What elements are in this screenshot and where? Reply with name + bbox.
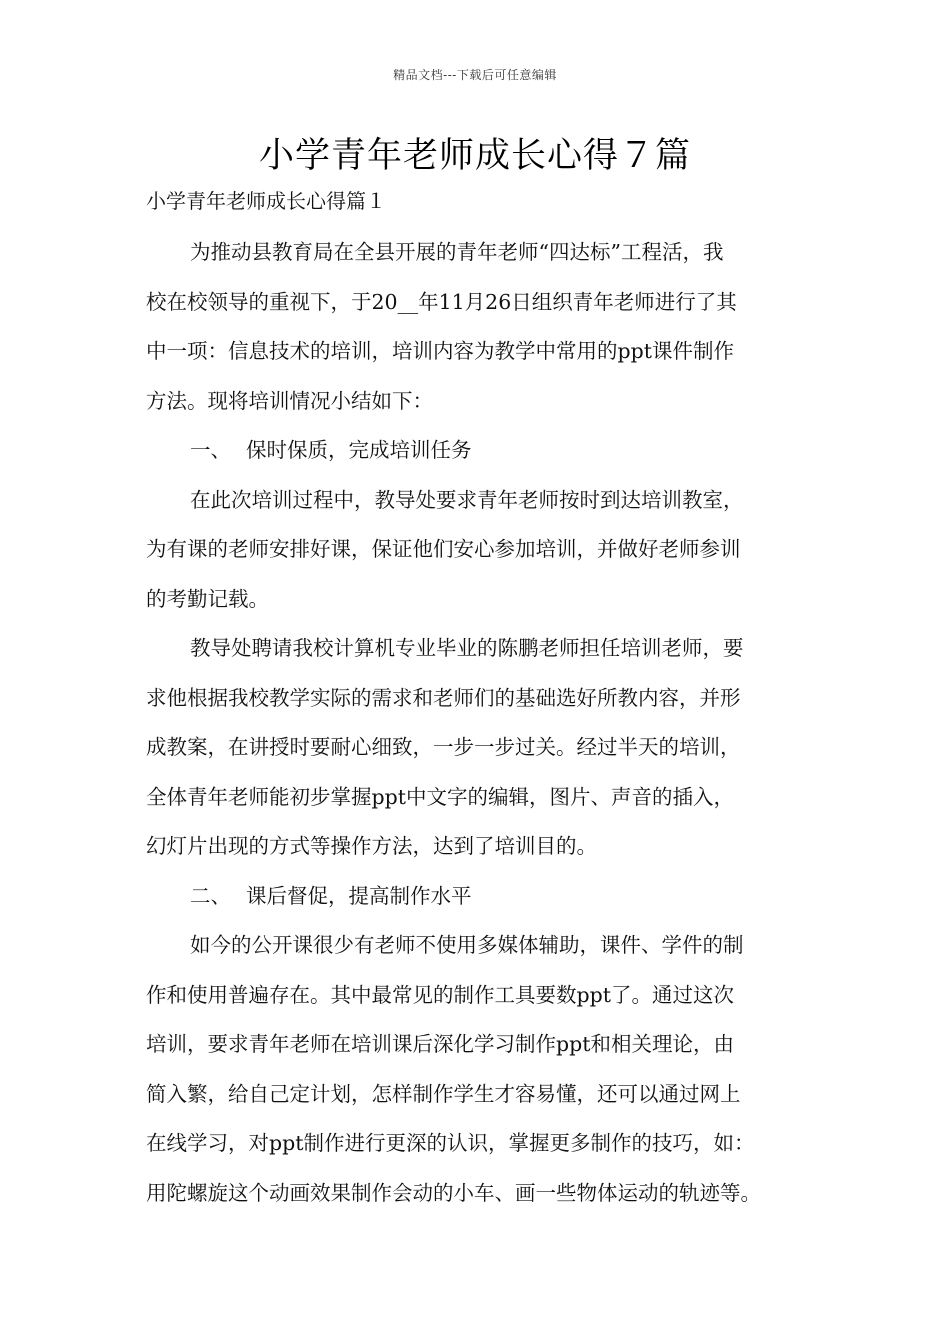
paragraph-line: 求他根据我校教学实际的需求和老师们的基础选好所教内容，并形 (146, 685, 741, 710)
section-heading-number: 二、 (190, 883, 231, 908)
paragraph-line: 教导处聘请我校计算机专业毕业的陈鹏老师担任培训老师，要 (190, 636, 744, 660)
paragraph-line: 在线学习，对ppt制作进行更深的认识，掌握更多制作的技巧，如： (146, 1131, 755, 1155)
paragraph-line: 幻灯片出现的方式等操作方法，达到了培训目的。 (146, 834, 597, 858)
paragraph-line: 的考勤记载。 (146, 586, 269, 611)
paragraph-line: 全体青年老师能初步掌握ppt中文字的编辑，图片、声音的插入， (146, 784, 734, 809)
section-heading-number: 一、 (190, 438, 231, 462)
body-text (146, 228, 829, 1218)
paragraph-line: 简入繁，给自己定计划，怎样制作学生才容易懂，还可以通过网上 (146, 1081, 741, 1106)
paragraph-line: 校在校领导的重视下，于20__年11月26日组织青年老师进行了其 (146, 289, 737, 314)
document-title: 小学青年老师成长心得７篇 (258, 136, 691, 176)
section-heading (146, 872, 829, 922)
section-heading (146, 426, 829, 476)
paragraph-line: 成教案，在讲授时要耐心细致，一步一步过关。经过半天的培训， (146, 735, 741, 759)
header-note: 精品文档---下载后可任意编辑 (393, 68, 557, 82)
paragraph-line: 用陀螺旋这个动画效果制作会动的小车、画一些物体运动的轨迹等。 (146, 1180, 761, 1205)
section-heading-text: 课后督促，提高制作水平 (246, 883, 472, 908)
paragraph-line: 作和使用普遍存在。其中最常见的制作工具要数ppt了。通过这次 (146, 982, 734, 1007)
paragraph-line: 中一项：信息技术的培训，培训内容为教学中常用的ppt课件制作 (146, 339, 734, 363)
paragraph-line: 方法。现将培训情况小结如下： (146, 388, 433, 413)
section-subtitle: 小学青年老师成长心得篇１ (146, 189, 386, 213)
paragraph-line: 在此次培训过程中，教导处要求青年老师按时到达培训教室， (190, 487, 744, 512)
paragraph-line: 培训，要求青年老师在培训课后深化学习制作ppt和相关理论，由 (146, 1032, 734, 1056)
paragraph-line: 为推动县教育局在全县开展的青年老师“四达标”工程活，我 (190, 240, 724, 264)
paragraph-line: 如今的公开课很少有老师不使用多媒体辅助，课件、学件的制 (190, 933, 744, 957)
section-heading-text: 保时保质，完成培训任务 (246, 438, 472, 462)
paragraph-line: 为有课的老师安排好课，保证他们安心参加培训，并做好老师参训 (146, 537, 741, 561)
